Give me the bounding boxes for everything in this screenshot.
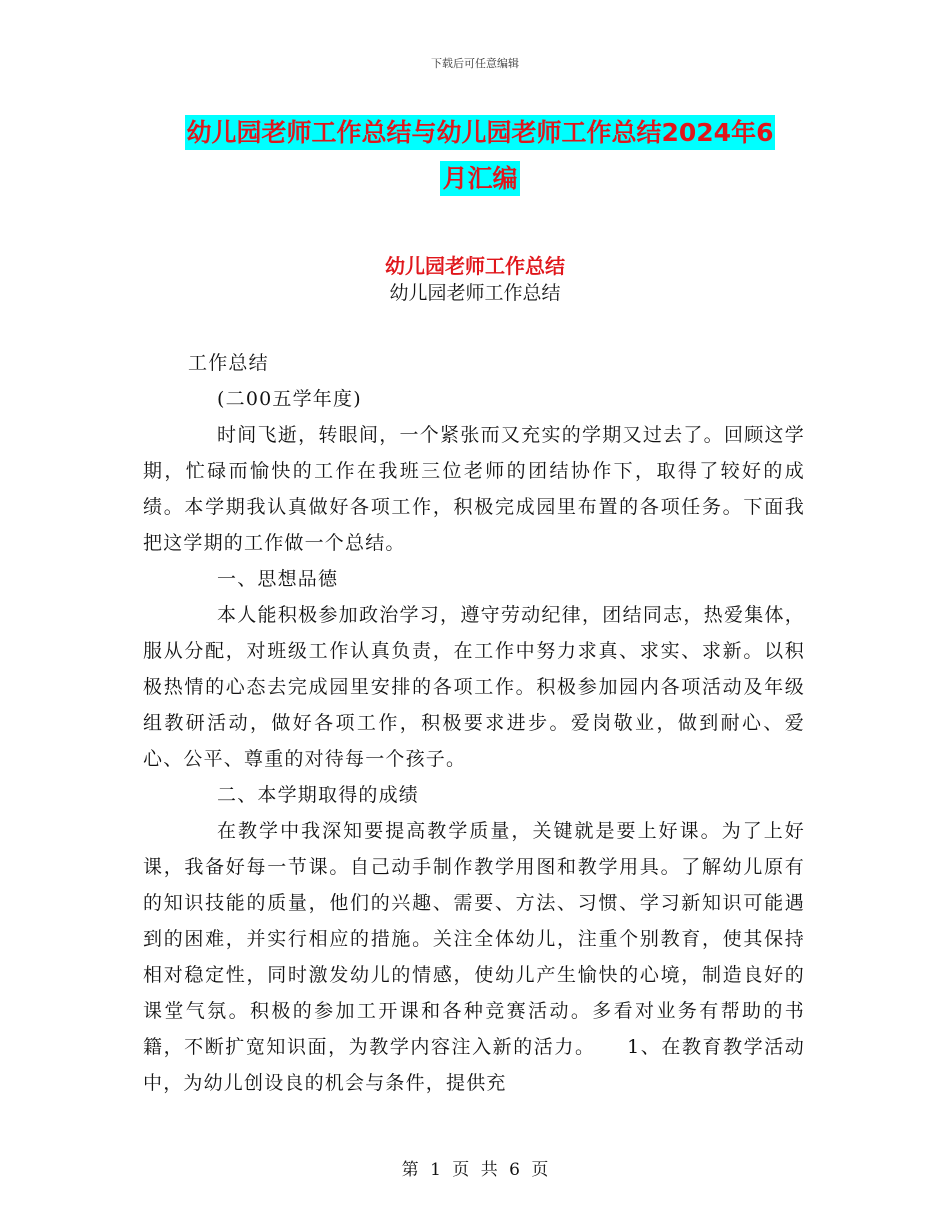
document-title: [150, 110, 810, 202]
page-footer: 第 1 页 共 6 页: [401, 1160, 549, 1180]
body-text: [143, 345, 805, 1101]
document-title-line-1: 幼儿园老师工作总结与幼儿园老师工作总结2024年6: [185, 115, 776, 150]
paragraph-heading: 工作总结: [188, 352, 269, 374]
paragraph-intro: 时间飞逝，转眼间，一个紧张而又充实的学期又过去了。回顾这学期，忙碌而愉快的工作在我班三位老师的团结协作下，取得了较好的成绩。本学期我认真做好各项工作，积极完成园里布置的各项任务。下面我把这学期的工作做一个总结。: [143, 424, 805, 554]
paragraph-section-1-heading: 一、思想品德: [217, 568, 339, 590]
section-title: 幼儿园老师工作总结: [385, 254, 565, 278]
header-note: 下载后可任意编辑: [431, 57, 519, 70]
document-title-line-2: 月汇编: [440, 161, 519, 196]
paragraph-section-2-heading: 二、本学期取得的成绩: [217, 784, 420, 806]
paragraph-year: (二00五学年度): [217, 388, 362, 410]
section-subtitle: 幼儿园老师工作总结: [389, 282, 561, 304]
paragraph-section-1-body: 本人能积极参加政治学习，遵守劳动纪律，团结同志，热爱集体，服从分配，对班级工作认真负责，在工作中努力求真、求实、求新。以积极热情的心态去完成园里安排的各项工作。积极参加园内各项活动及年级组教研活动，做好各项工作，积极要求进步。爱岗敬业，做到耐心、爱心、公平、尊重的对待每一个孩子。: [143, 604, 805, 770]
paragraph-section-2-body: 在教学中我深知要提高教学质量，关键就是要上好课。为了上好课，我备好每一节课。自己动手制作教学用图和教学用具。了解幼儿原有的知识技能的质量，他们的兴趣、需要、方法、习惯、学习新知识可能遇到的困难，并实行相应的措施。关注全体幼儿，注重个别教育，使其保持相对稳定性，同时激发幼儿的情感，使幼儿产生愉快的心境，制造良好的课堂气氛。积极的参加工开课和各种竞赛活动。多看对业务有帮助的书籍，不断扩宽知识面，为教学内容注入新的活力。 1、在教育教学活动中，为幼儿创设良的机会与条件，提供充: [143, 820, 805, 1094]
